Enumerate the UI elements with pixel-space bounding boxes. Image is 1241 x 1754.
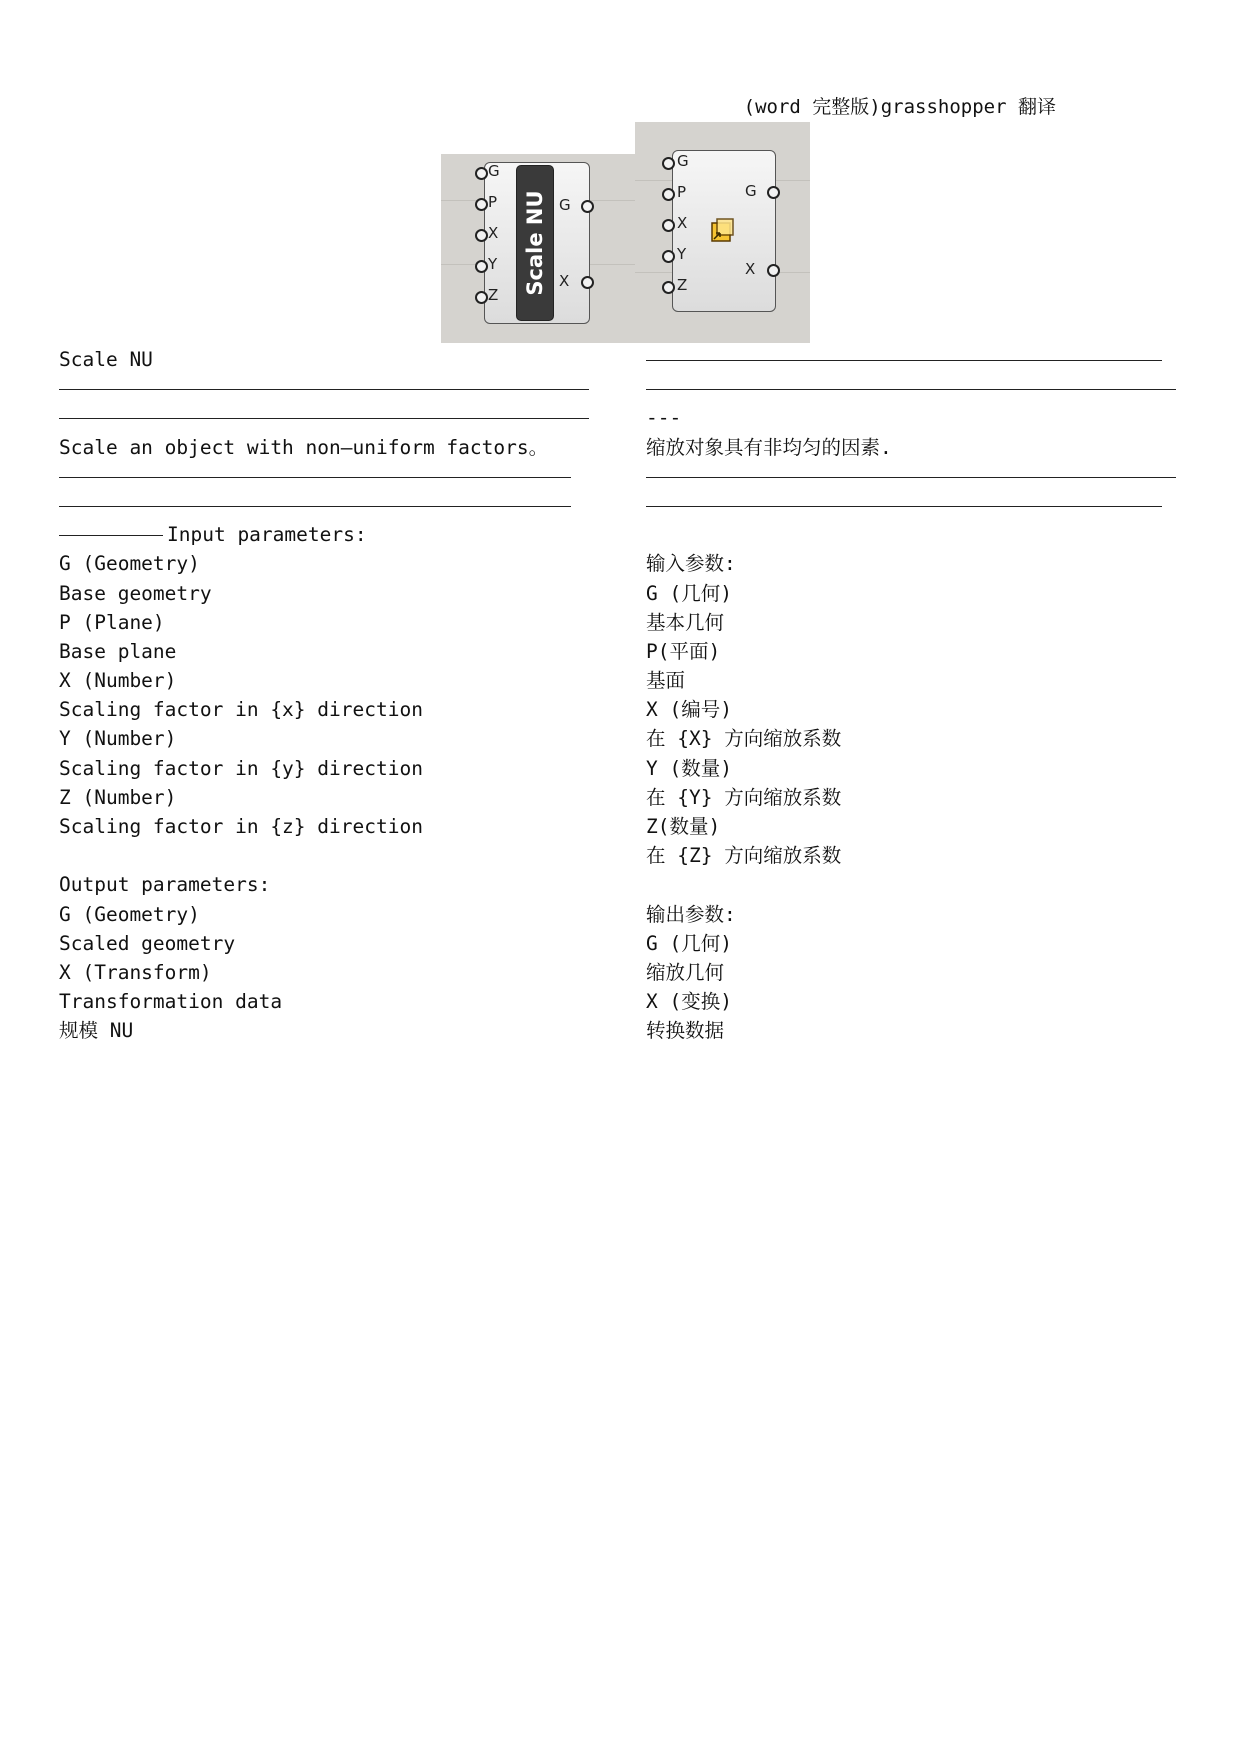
param-desc: Scaling factor in {z} direction [59, 815, 423, 838]
param-name-zh: G (几何) [646, 581, 732, 605]
input-port-p: P [677, 183, 687, 201]
output-port-x: X [559, 272, 570, 290]
scale-nu-icon [708, 217, 736, 245]
param-name: X (Transform) [59, 960, 212, 984]
separator-line [646, 462, 1176, 491]
param-name-zh: G (几何) [646, 931, 732, 955]
param-desc-zh: 在 {Z} 方向缩放系数 [646, 844, 842, 868]
param-desc: Base plane [59, 639, 177, 663]
output-port-g: G [745, 182, 757, 200]
param-desc-zh: 基本几何 [646, 610, 725, 634]
param-desc: Transformation data [59, 990, 283, 1014]
page-header: (word 完整版)grasshopper 翻译 [743, 96, 1056, 118]
separator-line [646, 374, 1176, 403]
param-desc: Scaling factor in {x} direction [59, 698, 423, 722]
param-name: X (Number) [59, 669, 177, 693]
param-name-zh: P(平面) [646, 639, 721, 663]
param-desc: Scaled geometry [59, 931, 236, 955]
input-port-g: G [677, 152, 689, 170]
separator-line [59, 374, 589, 403]
separator-line [646, 520, 730, 549]
param-name-zh: Z(数量) [646, 815, 721, 838]
input-port-y: Y [677, 245, 687, 263]
component-description: Scale an object with non—uniform factors。 [59, 435, 549, 459]
param-desc-zh: 在 {Y} 方向缩放系数 [646, 785, 842, 809]
param-name-zh: X (编号) [646, 698, 732, 722]
param-desc-zh: 基面 [646, 669, 686, 693]
input-port-x: X [488, 224, 499, 242]
component-title: Scale NU [59, 348, 153, 371]
param-desc-zh: 缩放几何 [646, 960, 725, 984]
param-name: Y (Number) [59, 727, 177, 751]
param-name: G (Geometry) [59, 902, 200, 926]
component-image-icon [635, 122, 810, 343]
input-port-z: Z [488, 286, 499, 304]
separator-line [646, 491, 1162, 520]
param-name-zh: X (变换) [646, 990, 732, 1014]
output-heading-zh: 输出参数: [646, 902, 736, 926]
component-name-bar [516, 165, 554, 321]
component-name: Scale NU [523, 190, 547, 296]
separator-line [646, 345, 1162, 374]
output-heading: Output parameters: [59, 873, 271, 897]
input-port-y: Y [488, 255, 498, 273]
input-heading-row [59, 520, 589, 549]
input-port-p: P [488, 193, 498, 211]
footer-title: 规模 NU [59, 1019, 134, 1043]
separator-line [59, 491, 571, 520]
param-name: Z (Number) [59, 785, 177, 809]
param-desc-zh: 在 {X} 方向缩放系数 [646, 727, 842, 751]
component-image-text [441, 154, 636, 343]
param-name-zh: Y (数量) [646, 756, 732, 780]
chinese-column [646, 345, 1176, 1046]
input-heading-zh: 输入参数: [646, 552, 736, 576]
param-name: P (Plane) [59, 610, 165, 634]
param-desc: Base geometry [59, 581, 212, 605]
separator-line [59, 403, 589, 432]
input-port-z: Z [677, 276, 688, 294]
param-desc: Scaling factor in {y} direction [59, 756, 423, 780]
input-port-g: G [488, 162, 500, 180]
input-heading: Input parameters: [167, 523, 367, 547]
dash-tail: --- [646, 406, 682, 430]
param-desc-zh: 转换数据 [646, 1019, 725, 1043]
component-description-zh: 缩放对象具有非均匀的因素. [646, 435, 892, 459]
input-port-x: X [677, 214, 688, 232]
separator-line [59, 462, 571, 491]
output-port-x: X [745, 260, 756, 278]
param-name: G (Geometry) [59, 552, 200, 576]
output-port-g: G [559, 196, 571, 214]
english-column [59, 345, 589, 1046]
